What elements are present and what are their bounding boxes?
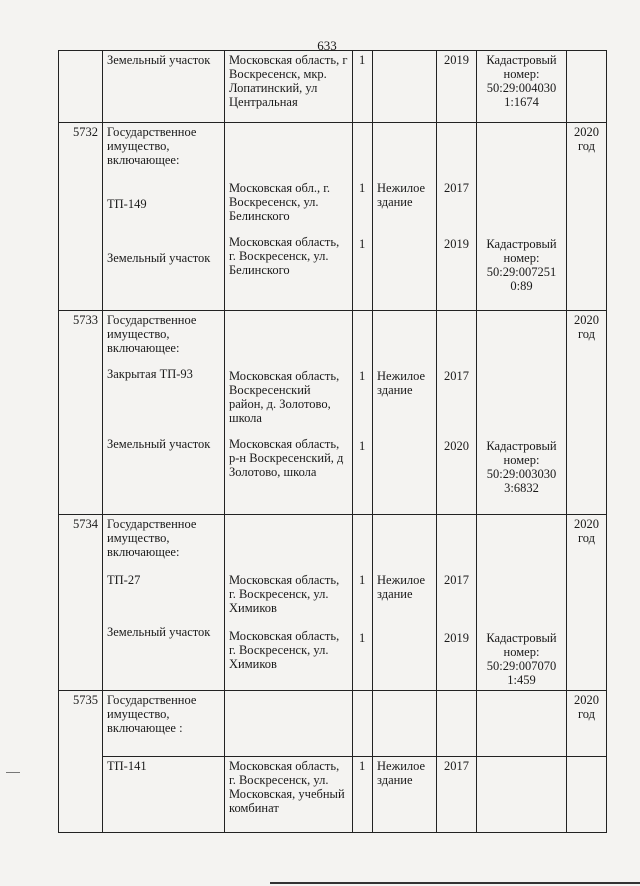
item-year-cell: [437, 311, 477, 515]
item-name: Земельный участок: [103, 51, 225, 123]
row-number: 5734: [59, 515, 103, 691]
item-quantity: 1: [353, 757, 373, 833]
property-table: [58, 50, 607, 833]
item-quantity: 1: [359, 631, 366, 645]
item-quantity-cell: [353, 311, 373, 515]
item-year: 2019: [437, 51, 477, 123]
item-address: Московская область, Воскресенский район, д. Золотово, школа: [229, 369, 340, 425]
item-address: Московская область, г. Воскресенск, ул. Московская, учебный комбинат: [225, 757, 353, 833]
item-quantity: 1: [359, 573, 366, 587]
scan-mark: [6, 772, 20, 773]
item-name: ТП-27: [107, 573, 141, 587]
item-type: Нежилое здание: [373, 757, 437, 833]
item-year: 2017: [444, 181, 469, 195]
item-quantity: 1: [359, 369, 366, 383]
item-type: [373, 51, 437, 123]
item-year: 2020: [444, 439, 469, 453]
item-name-cell: [103, 311, 225, 515]
term-cell: [567, 51, 607, 123]
term-cell: 2020 год: [567, 515, 607, 691]
row-number: [59, 51, 103, 123]
term-cell: 2020 год: [567, 691, 607, 757]
item-note: Кадастровый номер: 50:29:003030 3:6832: [486, 439, 557, 495]
row-number: 5733: [59, 311, 103, 515]
item-year-cell: [437, 123, 477, 311]
group-header: Государственное имущество, включающее:: [107, 517, 197, 559]
item-address: Московская обл., г. Воскресенск, ул. Белинского: [229, 181, 331, 223]
item-name: ТП-149: [107, 197, 147, 211]
term-cell: 2020 год: [567, 311, 607, 515]
group-header: Государственное имущество, включающее :: [103, 691, 225, 757]
item-address-cell: [225, 515, 353, 691]
page-number: 633: [317, 38, 337, 53]
item-name: ТП-141: [103, 757, 225, 833]
item-note: Кадастровый номер: 50:29:007070 1:459: [486, 631, 557, 687]
table-row: [59, 51, 607, 123]
item-type: Нежилое здание: [377, 573, 426, 601]
table-row: [59, 123, 607, 311]
item-name: Земельный участок: [107, 437, 211, 451]
item-type: Нежилое здание: [377, 181, 426, 209]
item-type-cell: [373, 515, 437, 691]
item-note-cell: [477, 123, 567, 311]
item-address: Московская область, г. Воскресенск, ул. Белинского: [229, 235, 340, 277]
item-name-cell: [103, 515, 225, 691]
item-quantity: 1: [359, 439, 366, 453]
item-quantity-cell: [353, 123, 373, 311]
item-name: Земельный участок: [107, 251, 211, 265]
table-row: [59, 757, 607, 833]
group-header: Государственное имущество, включающее:: [107, 125, 197, 167]
row-number: 5735: [59, 691, 103, 833]
item-note-cell: [477, 515, 567, 691]
item-note: Кадастровый номер: 50:29:004030 1:1674: [477, 51, 567, 123]
item-note: [477, 757, 567, 833]
item-note: Кадастровый номер: 50:29:007251 0:89: [486, 237, 557, 293]
item-year-cell: [437, 515, 477, 691]
row-number: 5732: [59, 123, 103, 311]
item-type-cell: [373, 123, 437, 311]
item-year: 2017: [444, 369, 469, 383]
item-address: Московская область, р-н Воскресенский, д Золотово, школа: [229, 437, 344, 479]
group-header: Государственное имущество, включающее:: [107, 313, 197, 355]
item-quantity: 1: [353, 51, 373, 123]
item-type-cell: [373, 311, 437, 515]
item-address: Московская область, г. Воскресенск, ул. Химиков: [229, 573, 340, 615]
item-year: 2017: [444, 573, 469, 587]
item-quantity: 1: [359, 237, 366, 251]
item-quantity: 1: [359, 181, 366, 195]
item-note-cell: [477, 311, 567, 515]
item-year: 2017: [437, 757, 477, 833]
item-year: 2019: [444, 631, 469, 645]
item-address: Московская область, г Воскресенск, мкр. Лопатинский, ул Центральная: [225, 51, 353, 123]
item-type: Нежилое здание: [377, 369, 426, 397]
item-address: Московская область, г. Воскресенск, ул. Химиков: [229, 629, 340, 671]
item-name-cell: [103, 123, 225, 311]
item-year: 2019: [444, 237, 469, 251]
table-row: [59, 691, 607, 757]
item-address-cell: [225, 123, 353, 311]
item-quantity-cell: [353, 515, 373, 691]
table-row: [59, 311, 607, 515]
table-row: [59, 515, 607, 691]
item-address-cell: [225, 311, 353, 515]
item-name: Закрытая ТП-93: [107, 367, 193, 381]
term-cell: 2020 год: [567, 123, 607, 311]
page-edge-line: [270, 882, 640, 884]
item-name: Земельный участок: [107, 625, 211, 639]
